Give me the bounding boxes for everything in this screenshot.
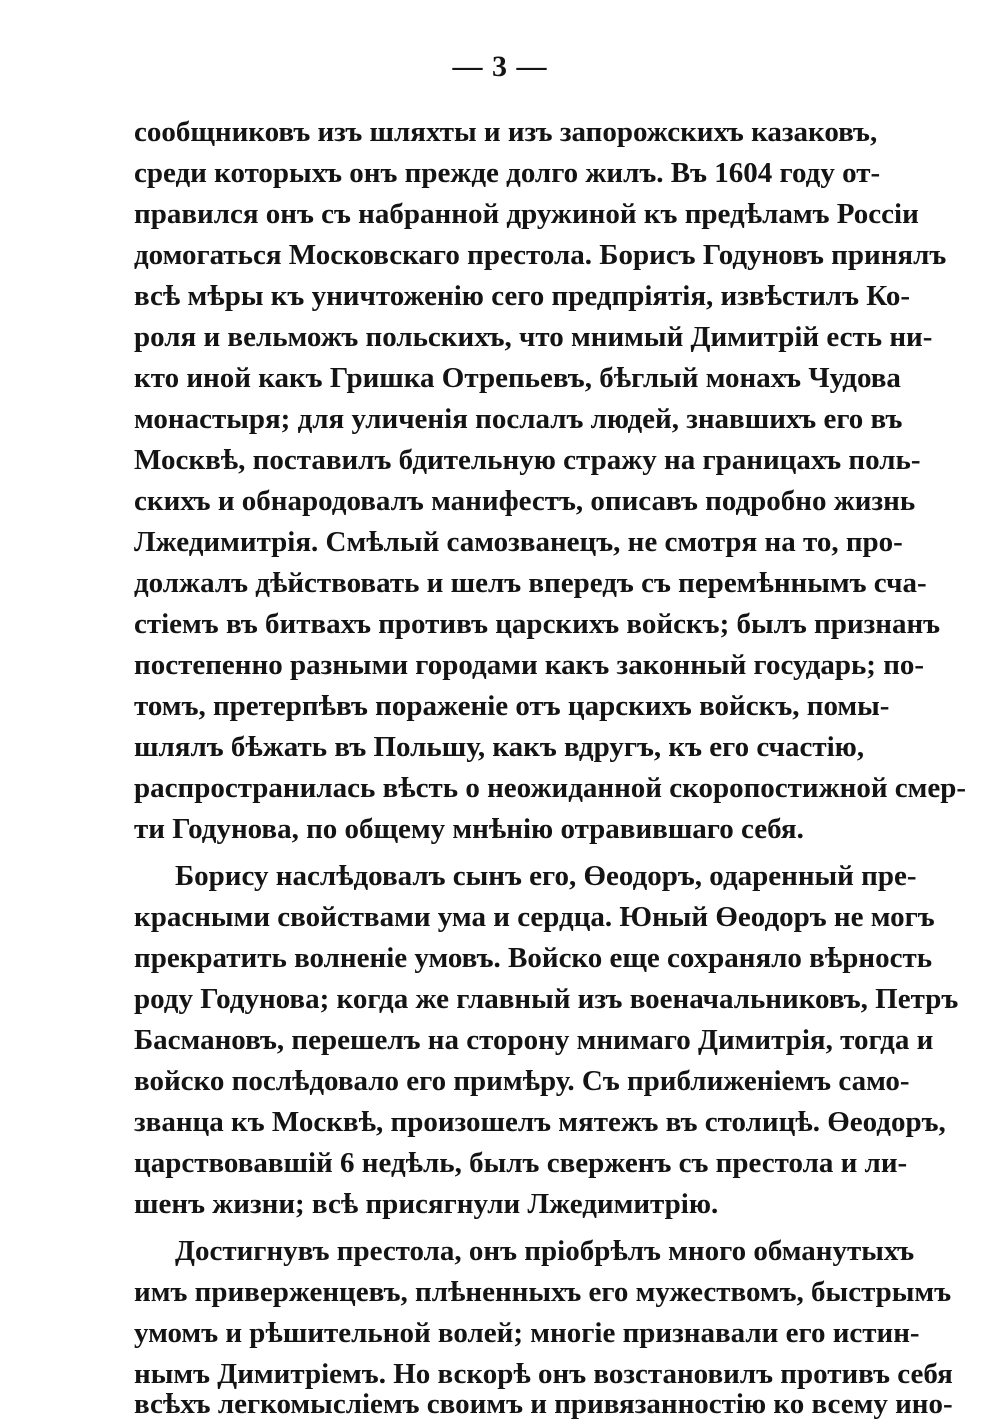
page-number: — 3 — bbox=[452, 50, 548, 83]
text-line: войско послѣдовало его примѣру. Съ приближеніемъ само- bbox=[134, 1065, 910, 1097]
text-line: царствовавшій 6 недѣль, былъ сверженъ съ престола и ли- bbox=[134, 1147, 908, 1179]
text-line: монастыря; для уличенія послалъ людей, знавшихъ его въ bbox=[134, 403, 903, 435]
text-line: постепенно разными городами какъ законный государь; по- bbox=[134, 649, 925, 681]
text-line: кто иной какъ Гришка Отрепьевъ, бѣглый монахъ Чудова bbox=[134, 362, 901, 394]
text-line: роля и вельможъ польскихъ, что мнимый Димитрій есть ни- bbox=[134, 321, 933, 353]
text-line: должалъ дѣйствовать и шелъ впередъ съ перемѣннымъ сча- bbox=[134, 567, 927, 599]
text-line: умомъ и рѣшительной волей; многіе признавали его истин- bbox=[134, 1317, 920, 1349]
text-line: шенъ жизни; всѣ присягнули Лжедимитрію. bbox=[134, 1188, 719, 1220]
text-line: прекратить волненіе умовъ. Войско еще сохраняло вѣрность bbox=[134, 942, 933, 974]
text-line: среди которыхъ онъ прежде долго жилъ. Въ 1604 году от- bbox=[134, 157, 881, 189]
text-line: роду Годунова; когда же главный изъ военачальниковъ, Петръ bbox=[134, 983, 959, 1015]
text-line: нымъ Димитріемъ. Но вскорѣ онъ возстановилъ противъ себя bbox=[134, 1358, 953, 1390]
text-line: красными свойствами ума и сердца. Юный Өеодоръ не могъ bbox=[134, 901, 935, 933]
text-line: всѣхъ легкомысліемъ своимъ и привязанностію ко всему ино- bbox=[134, 1388, 953, 1420]
text-line: распространилась вѣсть о неожиданной скоропостижной смер- bbox=[134, 772, 967, 804]
text-line: всѣ мѣры къ уничтоженію сего предпріятія, извѣстилъ Ко- bbox=[134, 280, 910, 312]
text-line: званца къ Москвѣ, произошелъ мятежъ въ столицѣ. Өеодоръ, bbox=[134, 1106, 946, 1138]
text-line: имъ приверженцевъ, плѣненныхъ его мужествомъ, быстрымъ bbox=[134, 1276, 952, 1308]
text-line: шлялъ бѣжать въ Польшу, какъ вдругъ, къ его счастію, bbox=[134, 731, 865, 763]
text-line: Москвѣ, поставилъ бдительную стражу на границахъ поль- bbox=[134, 444, 921, 476]
text-line: скихъ и обнародовалъ манифестъ, описавъ подробно жизнь bbox=[134, 485, 916, 517]
text-line: домогаться Московскаго престола. Борисъ Годуновъ принялъ bbox=[134, 239, 947, 271]
text-line: правился онъ съ набранной дружиной къ предѣламъ Россіи bbox=[134, 198, 919, 230]
text-line: Борису наслѣдовалъ сынъ его, Өеодоръ, одаренный пре- bbox=[175, 860, 917, 892]
text-line: томъ, претерпѣвъ пораженіе отъ царскихъ войскъ, помы- bbox=[134, 690, 890, 722]
text-line: ти Годунова, по общему мнѣнію отравившаго себя. bbox=[134, 813, 804, 845]
text-line: стіемъ въ битвахъ противъ царскихъ войскъ; былъ признанъ bbox=[134, 608, 941, 640]
text-line: Басмановъ, перешелъ на сторону мнимаго Димитрія, тогда и bbox=[134, 1024, 934, 1056]
text-line: сообщниковъ изъ шляхты и изъ запорожскихъ казаковъ, bbox=[134, 116, 878, 148]
text-line: Лжедимитрія. Смѣлый самозванецъ, не смотря на то, про- bbox=[134, 526, 903, 558]
text-line: Достигнувъ престола, онъ пріобрѣлъ много обманутыхъ bbox=[175, 1235, 915, 1267]
